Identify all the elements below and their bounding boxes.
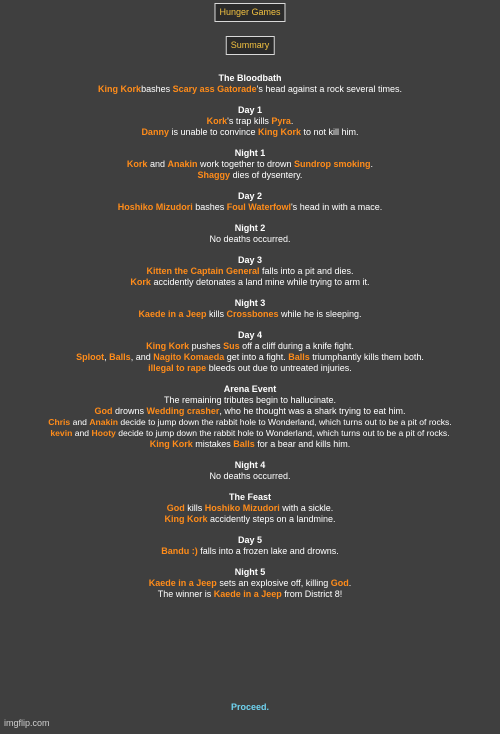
tribute-name: Chris (48, 417, 71, 427)
event-text: from District 8! (281, 589, 343, 599)
section-title: Day 4 (237, 330, 263, 340)
event-line (0, 406, 500, 417)
event-text: dies of dysentery. (230, 170, 303, 180)
event-text: , and (130, 352, 154, 362)
event-text: triumphantly kills them both. (309, 352, 424, 362)
event-text: . (370, 159, 374, 169)
event-line (0, 170, 500, 181)
tribute-name: Shaggy (197, 170, 231, 180)
event-line (0, 589, 500, 600)
tribute-name: Kork (130, 277, 151, 287)
tribute-name: Bandu :) (161, 546, 198, 556)
summary-section (0, 148, 500, 181)
event-text: decide to jump down the rabbit hole to Wonderland, which turns out to be a pit of rocks. (117, 417, 452, 427)
event-text: No deaths occurred. (209, 471, 291, 481)
tribute-name: Kaede in a Jeep (148, 578, 217, 588)
tribute-name: Hooty (91, 428, 116, 438)
event-text: accidently steps on a landmine. (207, 514, 336, 524)
event-text: , who he thought was a shark trying to eat him. (219, 406, 406, 416)
event-line (0, 546, 500, 557)
tribute-name: Hoshiko Mizudori (204, 503, 280, 513)
tribute-name: Anakin (89, 417, 118, 427)
event-text: 's head in with a mace. (290, 202, 383, 212)
summary-log (0, 73, 500, 610)
event-text: 's head against a rock several times. (256, 84, 402, 94)
tribute-name: Sus (223, 341, 240, 351)
event-text: mistakes (192, 439, 234, 449)
tribute-name: King Kork (98, 84, 142, 94)
proceed-link[interactable]: Proceed. (230, 702, 270, 712)
tribute-name: Balls (288, 352, 310, 362)
tribute-name: Balls (109, 352, 131, 362)
event-text: while he is sleeping. (278, 309, 362, 319)
event-line (0, 417, 500, 428)
event-text: falls into a frozen lake and drowns. (197, 546, 339, 556)
tribute-name: God (330, 578, 349, 588)
section-title: Arena Event (223, 384, 277, 394)
event-line (0, 341, 500, 352)
event-text: , (104, 352, 110, 362)
event-text: and (70, 417, 90, 427)
event-line (0, 471, 500, 482)
event-text: off a cliff during a knife fight. (239, 341, 354, 351)
tribute-name: Anakin (167, 159, 198, 169)
tribute-name: Kaede in a Jeep (213, 589, 282, 599)
tribute-name: Kitten the Captain General (146, 266, 260, 276)
tribute-name: Pyra (271, 116, 291, 126)
tribute-name: King Kork (164, 514, 208, 524)
section-title: Night 5 (234, 567, 266, 577)
section-title: The Bloodbath (218, 73, 282, 83)
event-line (0, 395, 500, 406)
tribute-name: Hoshiko Mizudori (117, 202, 193, 212)
event-text: . (290, 116, 294, 126)
event-line (0, 514, 500, 525)
event-text: for a bear and kills him. (254, 439, 351, 449)
section-title: The Feast (228, 492, 271, 502)
tribute-name: God (166, 503, 185, 513)
section-title: Night 1 (234, 148, 266, 158)
tribute-name: kevin (50, 428, 73, 438)
section-title: Day 3 (237, 255, 263, 265)
event-line (0, 309, 500, 320)
event-text: decide to jump down the rabbit hole to Wonderland, which turns out to be a pit of rocks. (115, 428, 450, 438)
event-line (0, 503, 500, 514)
event-text: . (348, 578, 352, 588)
summary-section (0, 255, 500, 288)
tribute-name: Danny (141, 127, 169, 137)
event-line (0, 277, 500, 288)
tribute-name: Wedding crasher (146, 406, 220, 416)
event-text: with a sickle. (279, 503, 334, 513)
event-text: falls into a pit and dies. (259, 266, 354, 276)
event-line (0, 578, 500, 589)
event-line (0, 428, 500, 439)
event-line (0, 127, 500, 138)
event-line (0, 266, 500, 277)
tribute-name: Sundrop smoking (294, 159, 371, 169)
tribute-name: Foul Waterfowl (226, 202, 291, 212)
event-text: pushes (189, 341, 224, 351)
event-text: kills (184, 503, 205, 513)
event-text: get into a fight. (224, 352, 289, 362)
tribute-name: Kaede in a Jeep (138, 309, 207, 319)
summary-section (0, 330, 500, 374)
summary-section (0, 535, 500, 557)
hunger-games-button[interactable]: Hunger Games (214, 3, 285, 22)
event-line (0, 363, 500, 374)
event-text: work together to drown (197, 159, 295, 169)
tribute-name: Crossbones (226, 309, 279, 319)
tribute-name: illegal to rape (148, 363, 207, 373)
section-title: Day 2 (237, 191, 263, 201)
section-title: Night 3 (234, 298, 266, 308)
summary-section (0, 567, 500, 600)
summary-section (0, 298, 500, 320)
summary-section (0, 105, 500, 138)
summary-section (0, 384, 500, 450)
tribute-name: God (94, 406, 113, 416)
summary-section (0, 73, 500, 95)
event-text: to not kill him. (301, 127, 359, 137)
event-line (0, 234, 500, 245)
event-text: The remaining tributes begin to hallucinate. (163, 395, 337, 405)
event-text: kills (206, 309, 227, 319)
tribute-name: Kork (206, 116, 228, 126)
section-title: Night 2 (234, 223, 266, 233)
event-line (0, 84, 500, 95)
summary-section (0, 492, 500, 525)
event-line (0, 159, 500, 170)
event-text: bleeds out due to untreated injuries. (206, 363, 352, 373)
tribute-name: Nagito Komaeda (153, 352, 225, 362)
section-title: Day 5 (237, 535, 263, 545)
event-text: 's trap kills (227, 116, 272, 126)
event-text: accidently detonates a land mine while trying to arm it. (150, 277, 370, 287)
summary-section (0, 460, 500, 482)
event-text: and (147, 159, 168, 169)
summary-section (0, 191, 500, 213)
tribute-name: Balls (233, 439, 255, 449)
event-line (0, 202, 500, 213)
event-text: No deaths occurred. (209, 234, 291, 244)
event-line (0, 439, 500, 450)
event-text: bashes (141, 84, 173, 94)
event-text: The winner is (157, 589, 214, 599)
summary-section (0, 223, 500, 245)
tribute-name: Kork (126, 159, 148, 169)
watermark: imgflip.com (4, 718, 50, 728)
section-title: Night 4 (234, 460, 266, 470)
tribute-name: King Kork (146, 341, 190, 351)
section-title: Day 1 (237, 105, 263, 115)
event-line (0, 116, 500, 127)
tribute-name: King Kork (149, 439, 193, 449)
tribute-name: King Kork (258, 127, 302, 137)
summary-button[interactable]: Summary (226, 36, 275, 55)
event-text: is unable to convince (168, 127, 259, 137)
tribute-name: Sploot (76, 352, 105, 362)
event-line (0, 352, 500, 363)
event-text: drowns (112, 406, 147, 416)
tribute-name: Scary ass Gatorade (172, 84, 257, 94)
event-text: and (72, 428, 92, 438)
event-text: bashes (192, 202, 227, 212)
event-text: sets an explosive off, killing (216, 578, 331, 588)
